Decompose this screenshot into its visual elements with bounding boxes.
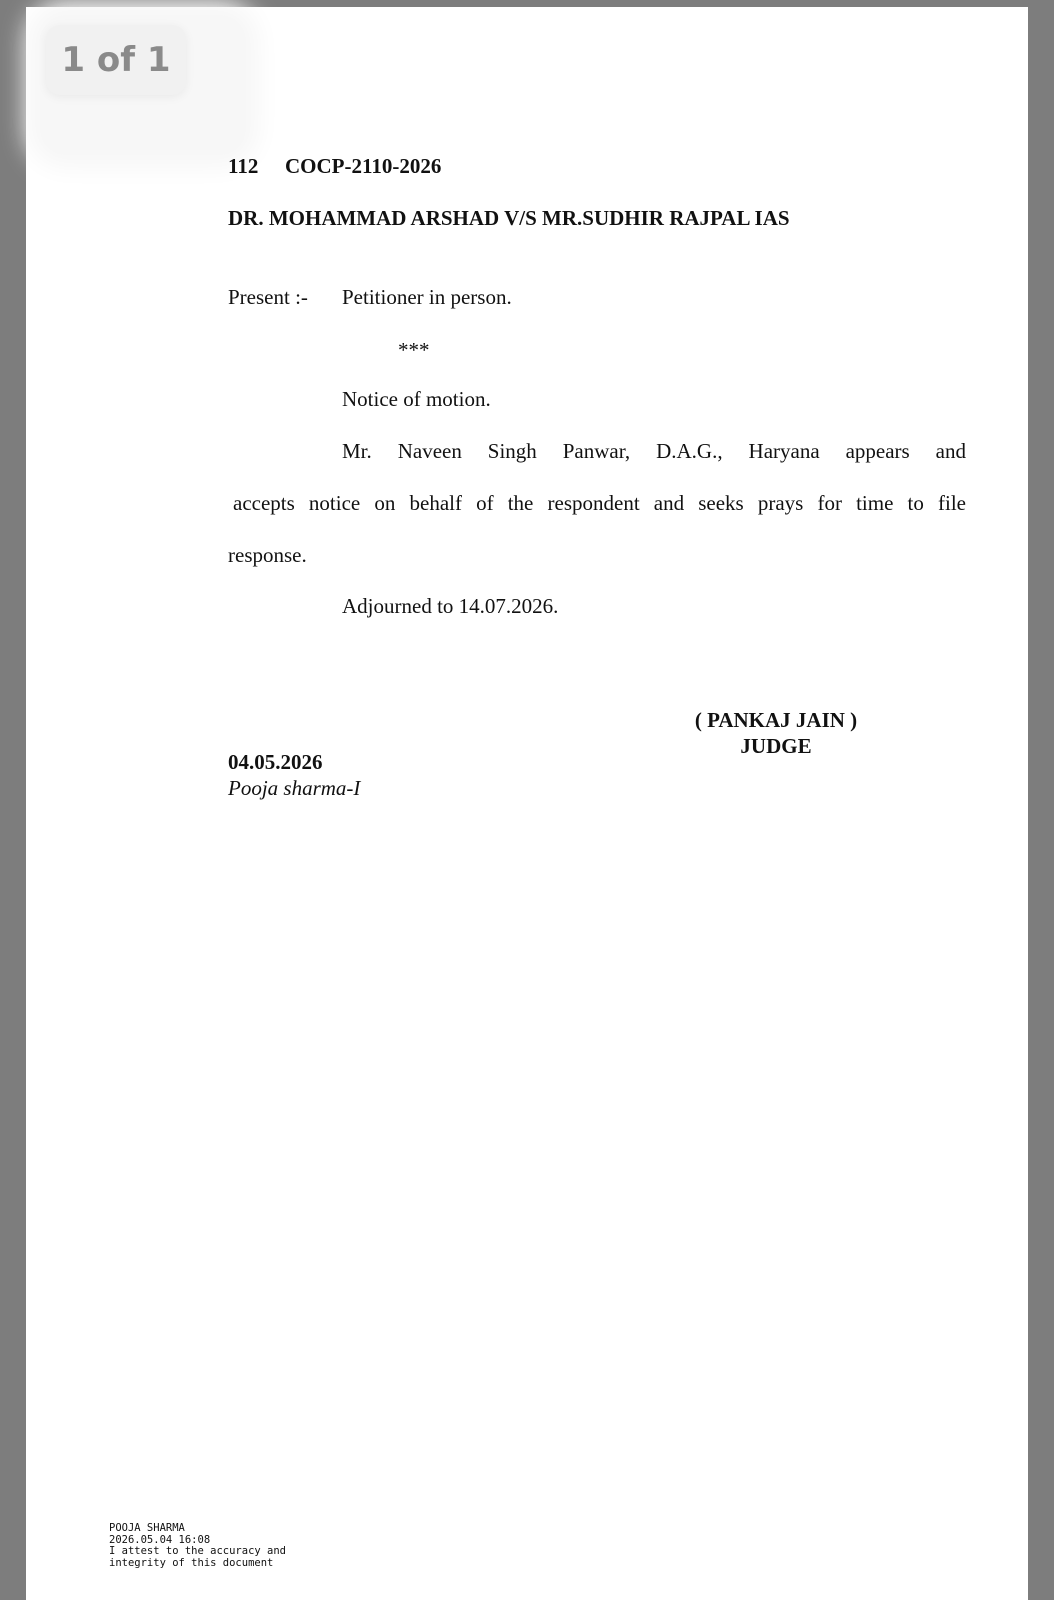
digital-signature-stamp — [109, 1523, 286, 1569]
paragraph-appearance-line-1: Mr. Naveen Singh Panwar, D.A.G., Haryana appears and — [342, 439, 966, 463]
case-number: COCP-2110-2026 — [285, 154, 442, 178]
stamp-signer: POOJA SHARMA — [109, 1522, 185, 1534]
stamp-attestation-line-2: integrity of this document — [109, 1556, 274, 1569]
section-separator: *** — [398, 338, 430, 362]
serial-number: 112 — [228, 154, 259, 178]
clerk-name: Pooja sharma-I — [228, 776, 361, 800]
order-date: 04.05.2026 — [228, 750, 323, 774]
case-parties: DR. MOHAMMAD ARSHAD V/S MR.SUDHIR RAJPAL IAS — [228, 206, 790, 230]
judge-title: JUDGE — [740, 734, 812, 758]
present-value: Petitioner in person. — [342, 285, 512, 309]
paragraph-appearance-line-2: accepts notice on behalf of the respondent and seeks prays for time to file — [233, 491, 966, 515]
judge-name: ( PANKAJ JAIN ) — [694, 708, 858, 732]
document-page — [26, 7, 1028, 1600]
page-indicator: 1 of 1 — [46, 25, 186, 95]
paragraph-notice: Notice of motion. — [342, 387, 491, 411]
stamp-attestation-line-1: I attest to the accuracy and — [109, 1545, 287, 1557]
paragraph-appearance-line-3: response. — [228, 543, 307, 567]
present-label: Present :- — [228, 285, 308, 309]
judge-signature-block — [626, 707, 926, 759]
stamp-timestamp: 2026.05.04 16:08 — [109, 1533, 211, 1546]
paragraph-adjournment: Adjourned to 14.07.2026. — [342, 594, 559, 618]
